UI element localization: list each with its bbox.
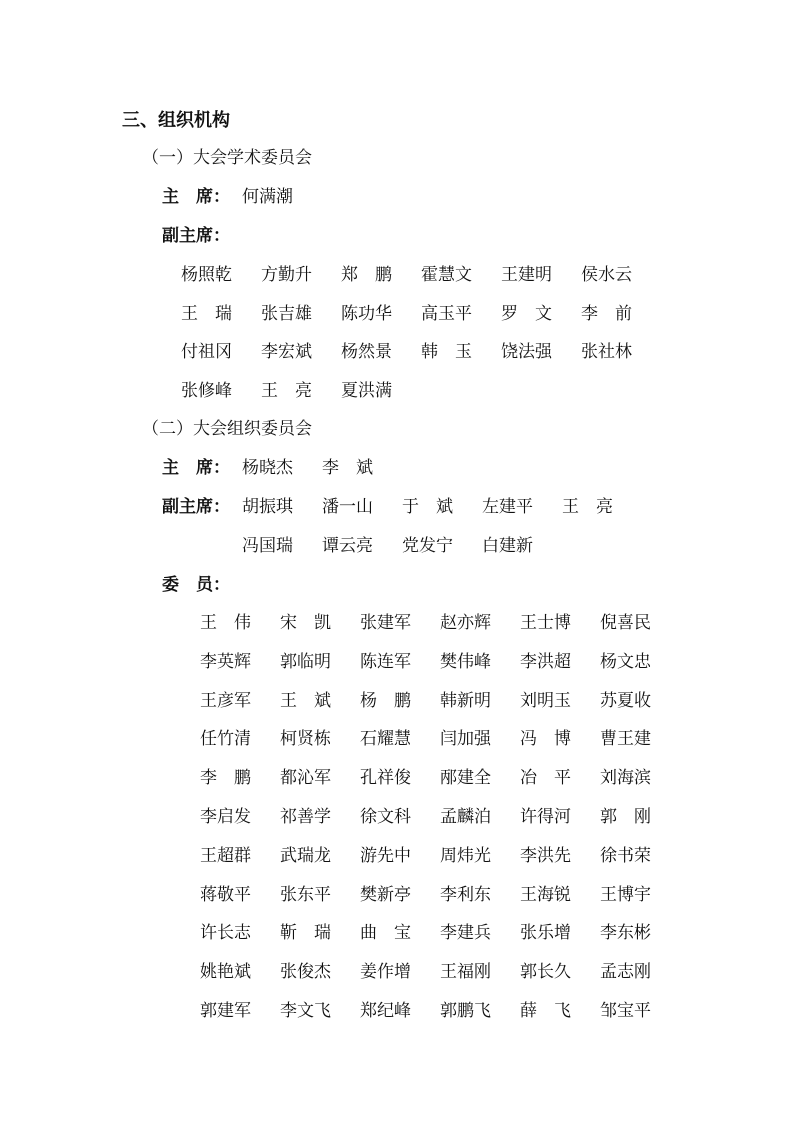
name-row: [200, 1003, 680, 1023]
person-name: 陈连军: [360, 651, 411, 672]
person-name: 王 瑞: [181, 303, 232, 324]
person-name: 姚艳斌: [200, 962, 251, 983]
person-name: 李宏斌: [261, 342, 312, 363]
person-name: 王士博: [520, 613, 571, 633]
person-name: 左建平: [482, 497, 533, 517]
person-name: 王彦军: [200, 690, 251, 711]
person-name: 郭临明: [280, 651, 331, 672]
person-name: 蒋敬平: [200, 884, 251, 905]
person-name: 王 亮: [261, 381, 312, 402]
person-name: 孔祥俊: [360, 768, 411, 789]
person-name: 郭鹏飞: [440, 1001, 491, 1021]
academic-vice-chair-label: 副主席：: [162, 226, 230, 246]
person-name: 邴建全: [440, 768, 491, 789]
person-name: 杨晓杰: [242, 458, 293, 478]
person-name: 霍慧文: [421, 265, 472, 285]
person-name: 陈功华: [341, 303, 392, 324]
person-name: 曲 宝: [360, 923, 411, 944]
person-name: 周炜光: [440, 845, 491, 866]
name-row: [200, 884, 680, 907]
person-name: 郑纪峰: [360, 1001, 411, 1021]
person-name: 樊新亭: [360, 884, 411, 905]
name-row: [181, 383, 661, 403]
person-name: 张东平: [280, 884, 331, 905]
person-name: 郑 鹏: [341, 265, 392, 285]
person-name: 樊伟峰: [440, 651, 491, 672]
person-name: 王建明: [501, 265, 552, 285]
person-name: 任竹清: [200, 729, 251, 750]
name-row: [200, 615, 680, 635]
person-name: 靳 瑞: [280, 923, 331, 944]
person-name: 冯 博: [520, 729, 571, 750]
person-name: 李利东: [440, 884, 491, 905]
person-name: 王 伟: [200, 613, 251, 633]
person-name: 张俊杰: [280, 962, 331, 983]
person-name: 张修峰: [181, 381, 232, 402]
person-name: 李 鹏: [200, 768, 251, 789]
person-name: 方勤升: [261, 265, 312, 285]
person-name: 刘海滨: [600, 768, 651, 789]
person-name: 于 斌: [402, 497, 453, 517]
person-name: 宋 凯: [280, 613, 331, 633]
person-name: 杨照乾: [181, 265, 232, 285]
person-name: 韩新明: [440, 690, 491, 711]
person-name: 郭 刚: [600, 807, 651, 827]
name-row: [200, 925, 680, 945]
person-name: 党发宁: [402, 536, 453, 556]
name-row: [200, 690, 680, 713]
person-name: 张吉雄: [261, 303, 312, 324]
person-name: 王 亮: [562, 497, 613, 517]
person-name: 孟麟泊: [440, 807, 491, 827]
person-name: 李洪先: [520, 845, 571, 866]
organizing-members-label: 委 员：: [162, 575, 230, 595]
person-name: 都沁军: [280, 768, 331, 789]
person-name: 张乐增: [520, 923, 571, 944]
person-name: 曹王建: [600, 729, 651, 750]
person-name: 张社林: [581, 342, 632, 363]
name-row: [242, 460, 722, 480]
person-name: 侯水云: [581, 265, 632, 285]
name-row: [242, 499, 722, 519]
person-name: 张建军: [360, 613, 411, 633]
academic-chair-name: 何满潮: [242, 187, 293, 207]
person-name: 赵亦辉: [440, 613, 491, 633]
person-name: 王福刚: [440, 962, 491, 983]
name-row: [200, 964, 680, 984]
person-name: 徐文科: [360, 807, 411, 827]
person-name: 王 斌: [280, 690, 331, 711]
person-name: 王超群: [200, 845, 251, 866]
name-row: [200, 770, 680, 790]
organizing-vice-chair-label: 副主席：: [162, 497, 230, 517]
person-name: 李 前: [581, 303, 632, 324]
person-name: 李洪超: [520, 651, 571, 672]
person-name: 祁善学: [280, 807, 331, 827]
person-name: 李建兵: [440, 923, 491, 944]
person-name: 胡振琪: [242, 497, 293, 517]
name-row: [181, 344, 661, 364]
person-name: 武瑞龙: [280, 845, 331, 866]
section-title: 三、组织机构: [122, 110, 230, 131]
person-name: 邹宝平: [600, 1001, 651, 1021]
person-name: 李 斌: [322, 458, 373, 478]
person-name: 许长志: [200, 923, 251, 944]
person-name: 郭建军: [200, 1001, 251, 1021]
person-name: 杨 鹏: [360, 690, 411, 711]
person-name: 徐书荣: [600, 845, 651, 866]
name-row: [181, 303, 661, 326]
person-name: 杨然景: [341, 342, 392, 363]
person-name: 刘明玉: [520, 690, 571, 711]
person-name: 李英辉: [200, 651, 251, 672]
person-name: 柯贤栋: [280, 729, 331, 750]
person-name: 李文飞: [280, 1001, 331, 1021]
name-row: [200, 651, 680, 674]
academic-chair-label: 主 席：: [162, 187, 230, 207]
person-name: 闫加强: [440, 729, 491, 750]
person-name: 罗 文: [501, 303, 552, 324]
person-name: 许得河: [520, 807, 571, 827]
person-name: 李东彬: [600, 923, 651, 944]
name-row: [200, 731, 680, 751]
person-name: 杨文忠: [600, 651, 651, 672]
person-name: 夏洪满: [341, 381, 392, 402]
person-name: 游先中: [360, 845, 411, 866]
person-name: 孟志刚: [600, 962, 651, 983]
person-name: 姜作增: [360, 962, 411, 983]
name-row: [181, 267, 661, 287]
person-name: 高玉平: [421, 303, 472, 324]
academic-committee-heading: （一）大会学术委员会: [142, 148, 312, 168]
name-row: [242, 538, 722, 558]
name-row: [200, 845, 680, 868]
person-name: 冯国瑞: [242, 536, 293, 556]
name-row: [200, 809, 680, 829]
organizing-chair-label: 主 席：: [162, 458, 230, 478]
person-name: 潘一山: [322, 497, 373, 517]
person-name: 李启发: [200, 807, 251, 827]
person-name: 谭云亮: [322, 536, 373, 556]
person-name: 王海锐: [520, 884, 571, 905]
person-name: 付祖冈: [181, 342, 232, 363]
person-name: 冶 平: [520, 768, 571, 789]
person-name: 饶法强: [501, 342, 552, 363]
person-name: 韩 玉: [421, 342, 472, 363]
person-name: 倪喜民: [600, 613, 651, 633]
person-name: 白建新: [482, 536, 533, 556]
person-name: 王博宇: [600, 884, 651, 905]
person-name: 薛 飞: [520, 1001, 571, 1021]
person-name: 苏夏收: [600, 690, 651, 711]
organizing-committee-heading: （二）大会组织委员会: [142, 419, 312, 439]
person-name: 石耀慧: [360, 729, 411, 750]
person-name: 郭长久: [520, 962, 571, 983]
